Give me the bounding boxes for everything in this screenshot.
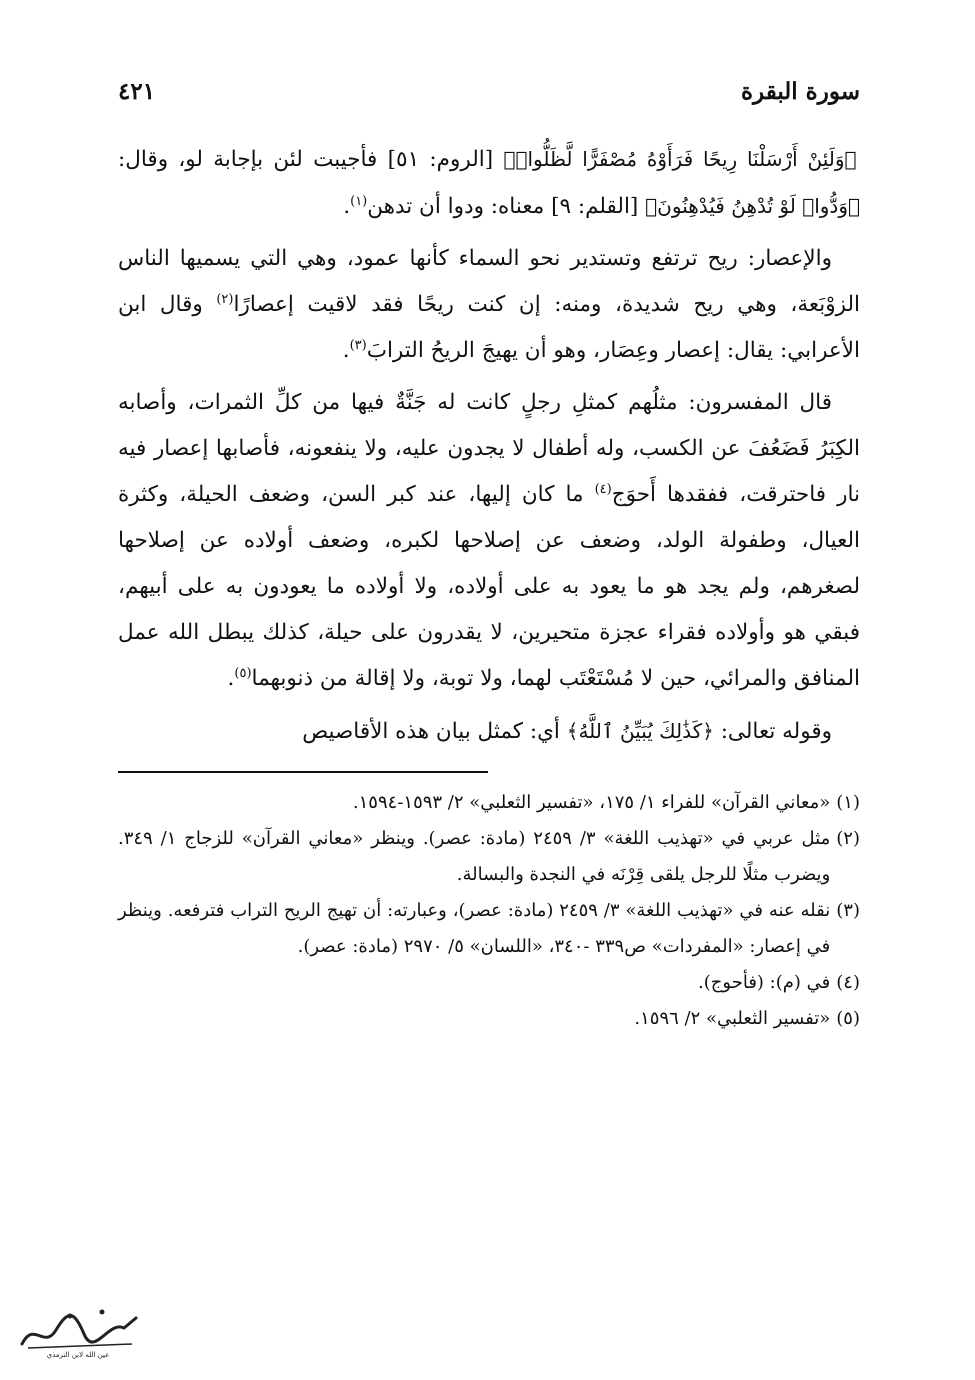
quran-verse: ﴿كَذَٰلِكَ يُبَيِّنُ ٱللَّهُ﴾ <box>566 719 714 743</box>
footnote-item <box>118 785 860 821</box>
text-segment: . <box>343 194 351 219</box>
text-segment: [الروم: ٥١] فأجيبت لئن بإجابة لو، وقال: <box>118 147 494 172</box>
paragraph-3 <box>118 380 860 702</box>
text-segment: وقال ابن الأعرابي: يقال: إعصار وعِصَار، وهو أن يهيجَ الريحُ الترابَ <box>118 292 860 363</box>
footnote-number: (٥) <box>836 1008 860 1029</box>
text-segment: . <box>342 338 350 363</box>
text-segment: [القلم: ٩] معناه: ودوا أن تدهن <box>367 194 639 219</box>
svg-text:عين الله لابن الترمذي: عين الله لابن الترمذي <box>46 1351 110 1359</box>
footnote-item <box>118 965 860 1001</box>
footnote-ref: (٤) <box>594 481 612 497</box>
footnote-text: نقله عنه في «تهذيب اللغة» ٣/ ٢٤٥٩ (مادة: عصر)، وعبارته: أن تهيج الريح التراب فترفعه. وينظر في إعصار: «المفردات» ص٣٣٩ -٣٤٠، «اللسان» ٥/ ٢٩٧٠ (مادة: عصر). <box>118 900 831 957</box>
footnote-item <box>118 893 860 965</box>
footnote-ref: (٢) <box>216 291 234 307</box>
text-segment: قال المفسرون: مثلُهم كمثلِ رجلٍ كانت له جَنَّةٌ فيها من كلِّ الثمرات، وأصابه الكِبَرُ فَضَعُفَ عن الكسب، وله أطفال لا يجدون عليه، ولا ينفعونه، فأصابها إعصار فيه نار فاحترقت، ففقدها أَحوَج <box>118 390 861 507</box>
footnote-text: «تفسير الثعلبي» ٢/ ١٥٩٦. <box>634 1008 831 1029</box>
text-segment: والإعصار: ريح ترتفع وتستدير نحو السماء كأنها عمود، وهي التي يسميها الناس الزوْبَعة، وهي ريح شديدة، ومنه: إن كنت ريحًا فقد لاقيت إعصارًا <box>118 246 861 317</box>
footnote-ref: (٣) <box>349 337 367 353</box>
page-number: ٤٢١ <box>118 78 156 105</box>
surah-title: سورة البقرة <box>740 78 860 105</box>
text-segment: . <box>227 666 235 691</box>
footnote-text: في (م): (فأحوج). <box>698 972 831 993</box>
publisher-logo <box>14 1300 144 1360</box>
paragraph-4 <box>118 708 860 755</box>
footnote-number: (٤) <box>836 972 860 993</box>
footnote-number: (٢) <box>836 828 860 849</box>
footnote-divider <box>118 771 488 773</box>
footnote-item <box>118 821 860 893</box>
text-segment: وقوله تعالى: <box>713 719 832 744</box>
footnote-item <box>118 1001 860 1037</box>
book-page <box>118 78 860 1278</box>
footnotes <box>118 785 860 1037</box>
quran-verse: ﴿وَدُّوا۟ لَوْ تُدْهِنُ فَيُدْهِنُونَ﴾ <box>645 194 860 218</box>
footnote-text: مثل عربي في «تهذيب اللغة» ٣/ ٢٤٥٩ (مادة: عصر). وينظر «معاني القرآن» للزجاج ١/ ٣٤٩. ويضرب مثلًا للرجل يلقى قِرْنَه في النجدة والبسالة. <box>118 828 831 885</box>
quran-verse: ﴿وَلَئِنْ أَرْسَلْنَا رِيحًا فَرَأَوْهُ مُصْفَرًّا لَّظَلُّوا۟﴾ <box>503 147 857 171</box>
footnote-text: «معاني القرآن» للفراء ١/ ١٧٥، «تفسير الثعلبي» ٢/ ١٥٩٣-١٥٩٤. <box>352 792 831 813</box>
paragraph-2 <box>118 236 860 374</box>
main-text <box>118 136 860 755</box>
paragraph-1 <box>118 136 860 230</box>
footnote-number: (١) <box>836 792 860 813</box>
footnote-number: (٣) <box>836 900 860 921</box>
footnote-ref: (٥) <box>234 665 252 681</box>
page-header <box>118 78 860 124</box>
text-segment: ما كان إليها، عند كبر السن، وضعف الحيلة، وكثرة العيال، وطفولة الولد، وضعف عن إصلاحها لكبره، وضعف أولاده عن إصلاحها لصغرهم، ولم يجد هو ما يعود به على أولاده، ولا أولاده ما يعودون به على أبيهم، فبقي هو وأولاده فقراء عجزة متحيرين، لا يقدرون على حيلة، كذلك يبطل الله عمل المنافق والمرائي، حين لا مُسْتَعْتَب لهما، ولا توبة، ولا إقالة من ذنوبهما <box>118 482 860 691</box>
text-segment: أي: كمثل بيان هذه الأقاصيص <box>302 719 560 744</box>
footnote-ref: (١) <box>350 193 368 209</box>
